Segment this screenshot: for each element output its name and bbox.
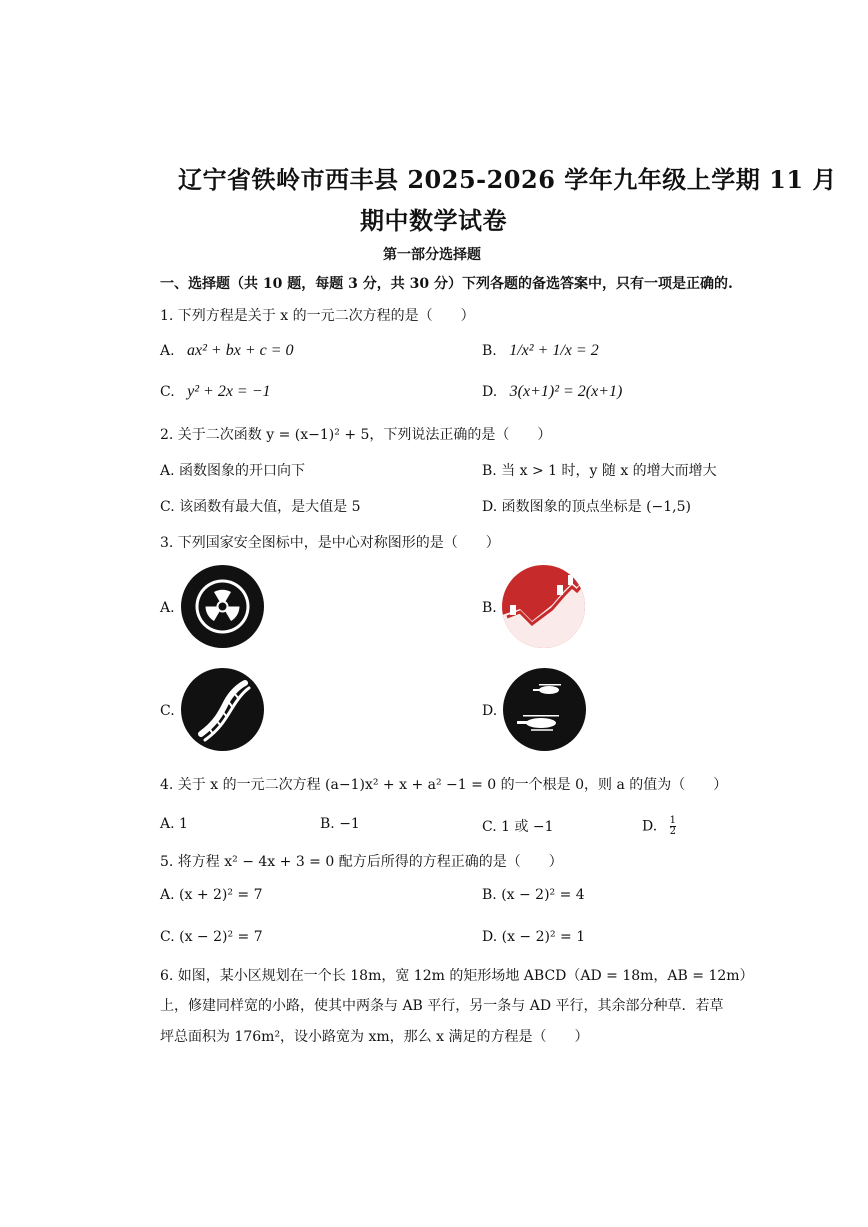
q4-option-d-denominator: 2 xyxy=(669,826,677,837)
q1-option-c-label: C. xyxy=(160,384,175,400)
q4-option-d-numerator: 1 xyxy=(669,815,677,826)
q4-option-a: A. 1 xyxy=(160,816,188,832)
great-wall-icon xyxy=(502,565,585,648)
question-3-stem: 3. 下列国家安全图标中，是中心对称图形的是（ ） xyxy=(160,535,500,551)
q1-option-b xyxy=(482,342,599,360)
q1-option-d xyxy=(482,383,622,401)
part-title: 第一部分选择题 xyxy=(383,247,481,263)
q1-option-d-text: 3(x+1)² = 2(x+1) xyxy=(509,383,623,400)
q2-option-d: D. 函数图象的顶点坐标是 (−1,5) xyxy=(482,499,691,515)
q5-option-b: B. (x − 2)² = 4 xyxy=(482,887,585,903)
page-title-line1: 辽宁省铁岭市西丰县 2025-2026 学年九年级上学期 11 月 xyxy=(178,165,837,194)
q3-option-b-label: B. xyxy=(482,600,497,616)
question-4-stem: 4. 关于 x 的一元二次方程 (a−1)x² + x + a² −1 = 0 的一个根是 0，则 a 的值为（ ） xyxy=(160,777,728,793)
q1-option-d-label: D. xyxy=(482,384,498,400)
q1-option-c-text: y² + 2x = −1 xyxy=(187,383,271,400)
q2-option-b: B. 当 x > 1 时，y 随 x 的增大而增大 xyxy=(482,463,717,479)
q1-option-a-text: ax² + bx + c = 0 xyxy=(187,342,294,359)
q1-option-b-label: B. xyxy=(482,343,497,359)
q4-option-d-label: D. xyxy=(642,818,658,835)
q5-option-c: C. (x − 2)² = 7 xyxy=(160,929,263,945)
dna-icon xyxy=(181,668,264,751)
q3-option-c-label: C. xyxy=(160,703,175,719)
question-6-line1: 6. 如图，某小区规划在一个长 18m，宽 12m 的矩形场地 ABCD（AD = 18m，AB = 12m） xyxy=(160,968,754,984)
q4-option-d xyxy=(642,816,676,837)
q4-option-b: B. −1 xyxy=(320,816,360,832)
question-2-stem: 2. 关于二次函数 y = (x−1)² + 5，下列说法正确的是（ ） xyxy=(160,427,552,443)
q1-option-c xyxy=(160,383,271,401)
q2-option-c: C. 该函数有最大值，是大值是 5 xyxy=(160,499,361,515)
q5-option-d: D. (x − 2)² = 1 xyxy=(482,929,586,945)
question-5-stem: 5. 将方程 x² − 4x + 3 = 0 配方后所得的方程正确的是（ ） xyxy=(160,854,563,870)
question-6-line3: 坪总面积为 176m²，设小路宽为 xm，那么 x 满足的方程是（ ） xyxy=(160,1029,589,1045)
q1-option-b-text: 1/x² + 1/x = 2 xyxy=(509,342,599,359)
q1-option-a xyxy=(160,342,294,360)
question-6-line2: 上，修建同样宽的小路，使其中两条与 AB 平行，另一条与 AD 平行，其余部分种草．若草 xyxy=(160,998,724,1014)
q1-option-a-label: A. xyxy=(160,343,175,359)
q4-option-c: C. 1 或 −1 xyxy=(482,819,554,835)
q5-option-a: A. (x + 2)² = 7 xyxy=(160,887,263,903)
q2-option-a: A. 函数图象的开口向下 xyxy=(160,463,306,479)
helicopter-icon xyxy=(503,668,586,751)
question-1-stem: 1. 下列方程是关于 x 的一元二次方程的是（ ） xyxy=(160,308,475,324)
radiation-icon xyxy=(181,565,264,648)
section-heading: 一、选择题（共 10 题，每题 3 分，共 30 分）下列各题的备选答案中，只有一项是正确的. xyxy=(160,276,733,292)
page-title-line2: 期中数学试卷 xyxy=(360,206,507,235)
q3-option-a-label: A. xyxy=(160,600,175,616)
q3-option-d-label: D. xyxy=(482,703,498,719)
